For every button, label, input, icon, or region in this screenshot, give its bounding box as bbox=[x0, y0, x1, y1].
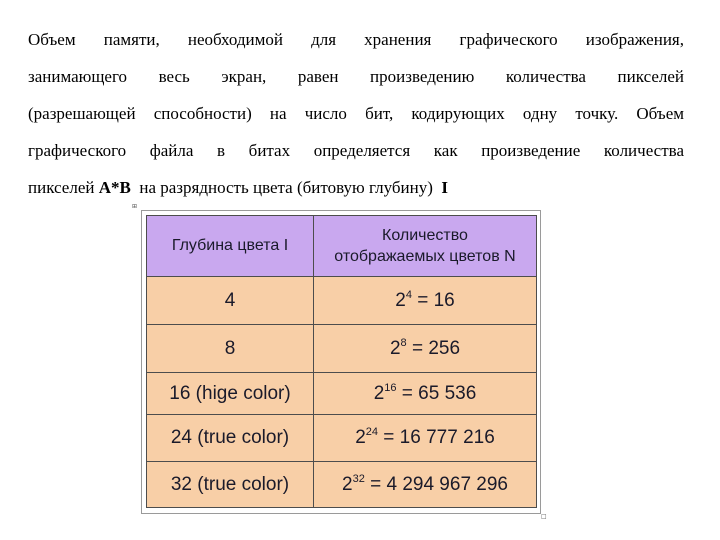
table-resize-handle[interactable]: □ bbox=[541, 513, 547, 520]
table-row bbox=[147, 462, 537, 508]
table-row bbox=[147, 325, 537, 373]
power-exponent: 24 bbox=[365, 426, 379, 438]
paragraph-line-5-start: пикселей bbox=[28, 178, 99, 197]
power-exponent: 16 bbox=[384, 381, 397, 394]
header-colors-line1: Количество bbox=[382, 227, 468, 244]
description-paragraph bbox=[28, 21, 684, 206]
depth-cell: 16 (hige color) bbox=[147, 373, 314, 415]
power-result: = 65 536 bbox=[396, 382, 477, 404]
depth-cell: 24 (true color) bbox=[147, 415, 314, 462]
paragraph-line-2: занимающего весь экран, равен произведению количества пикселей bbox=[28, 67, 684, 86]
paragraph-line-5-mid: на разрядность цвета (битовую глубину) bbox=[130, 178, 442, 197]
depth-cell: 8 bbox=[147, 325, 314, 373]
power-result: = 256 bbox=[406, 337, 461, 359]
colors-cell bbox=[314, 462, 537, 508]
table-move-handle[interactable]: ⊞ bbox=[132, 203, 138, 210]
power-exponent: 32 bbox=[352, 472, 365, 485]
power-exponent: 8 bbox=[400, 336, 407, 349]
power-result: = 16 bbox=[411, 289, 455, 311]
colors-cell bbox=[314, 415, 537, 462]
power-result: = 4 294 967 296 bbox=[364, 473, 508, 495]
power-base: 2 bbox=[342, 473, 353, 495]
power-base: 2 bbox=[355, 427, 366, 448]
colors-cell bbox=[314, 373, 537, 415]
symbol-i: I bbox=[441, 178, 448, 197]
formula-ab: A*B bbox=[98, 178, 131, 197]
paragraph-line-5 bbox=[28, 169, 684, 206]
paragraph-line-4: графического файла в битах определяется как произведение количества bbox=[28, 141, 684, 160]
color-depth-table bbox=[146, 215, 537, 508]
colors-cell bbox=[314, 325, 537, 373]
header-depth: Глубина цвета I bbox=[147, 216, 314, 277]
power-base: 2 bbox=[395, 289, 406, 311]
depth-cell: 4 bbox=[147, 277, 314, 325]
power-result: = 16 777 216 bbox=[378, 427, 495, 448]
table-row bbox=[147, 373, 537, 415]
colors-cell bbox=[314, 277, 537, 325]
paragraph-line-3: (разрешающей способности) на число бит, кодирующих одну точку. Объем bbox=[28, 104, 684, 123]
table-header-row bbox=[147, 216, 537, 277]
table-row bbox=[147, 415, 537, 462]
header-colors-line2: отображаемых цветов N bbox=[334, 248, 516, 265]
header-colors bbox=[314, 216, 537, 277]
table-row bbox=[147, 277, 537, 325]
paragraph-line-1: Объем памяти, необходимой для хранения графического изображения, bbox=[28, 30, 684, 49]
power-exponent: 4 bbox=[405, 288, 412, 301]
depth-cell: 32 (true color) bbox=[147, 462, 314, 508]
power-base: 2 bbox=[373, 382, 385, 404]
power-base: 2 bbox=[389, 337, 401, 359]
